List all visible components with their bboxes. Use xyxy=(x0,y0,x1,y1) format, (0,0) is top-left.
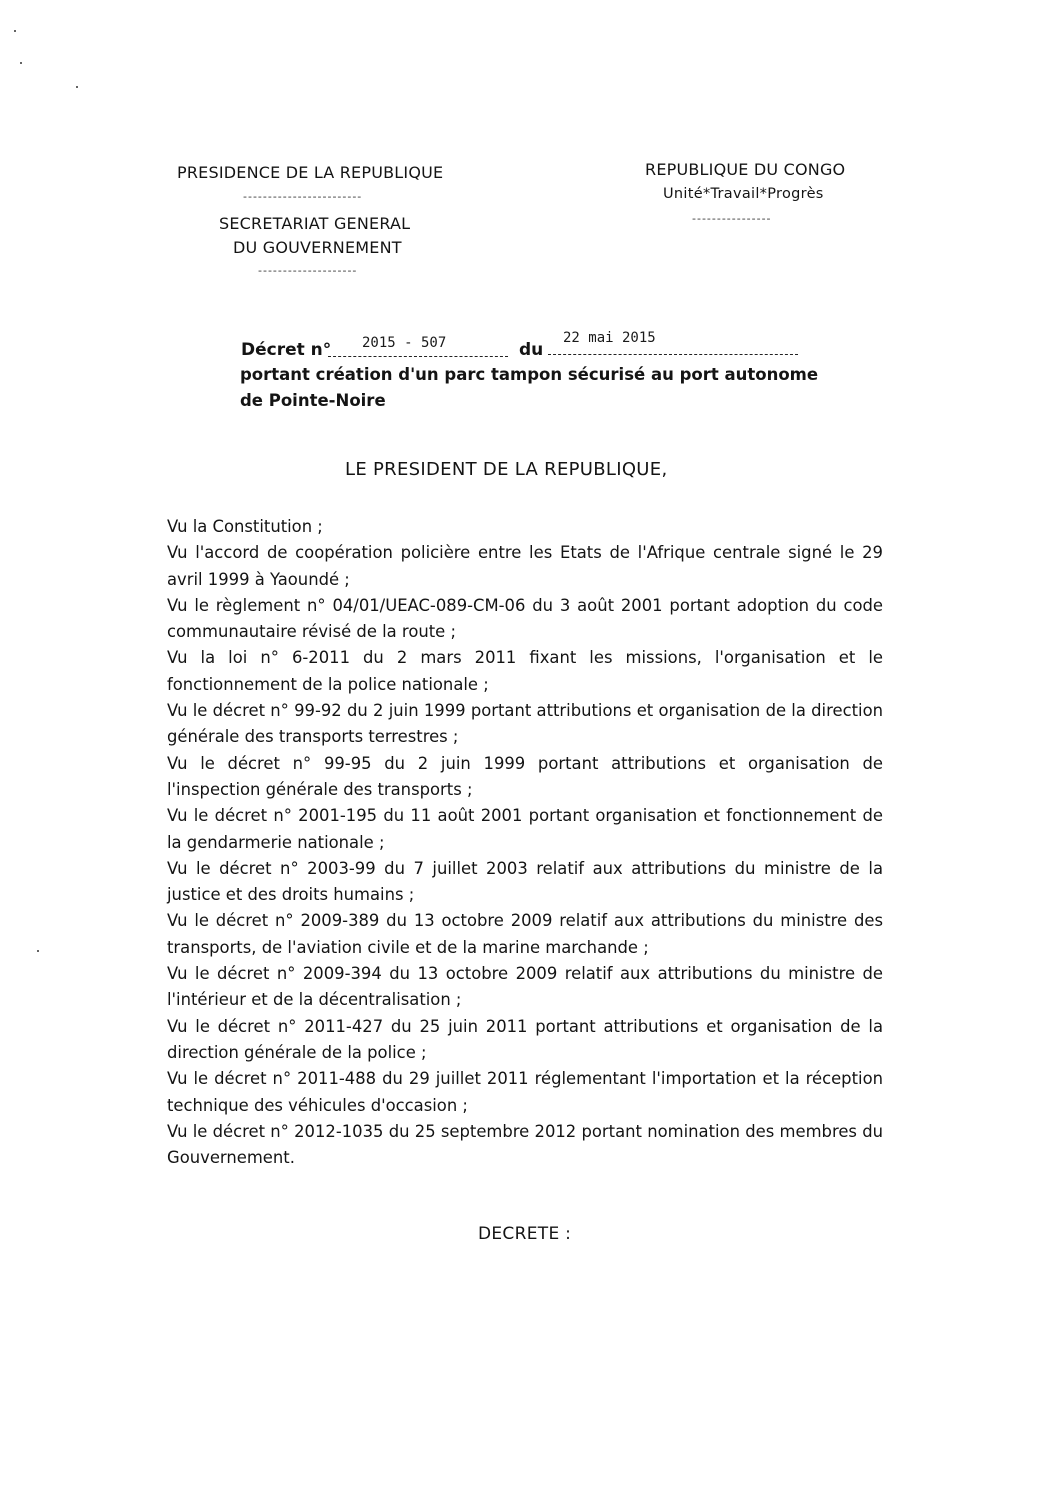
consideration-item: Vu le décret n° 99-92 du 2 juin 1999 portant attributions et organisation de la direction générale des transports terrestres ; xyxy=(167,701,883,747)
consideration-item: Vu le décret n° 2003-99 du 7 juillet 2003 relatif aux attributions du ministre de la justice et des droits humains ; xyxy=(167,858,883,905)
consideration-item: Vu le décret n° 2009-389 du 13 octobre 2009 relatif aux attributions du ministre des transports, de l'aviation civile et de la marine marchande ; xyxy=(167,911,883,957)
header-motto: Unité*Travail*Progrès xyxy=(663,186,824,202)
header-separator: -------------------- xyxy=(258,264,358,277)
decree-du-label: du xyxy=(519,340,544,360)
decrete-heading: DECRETE : xyxy=(478,1224,572,1244)
decree-subtitle-line1: portant création d'un parc tampon sécurisé au port autonome xyxy=(240,365,819,384)
decree-subtitle-line2: de Pointe-Noire xyxy=(240,391,386,410)
consideration-item: Vu la Constitution ; xyxy=(167,517,323,536)
consideration-item: Vu le décret n° 2009-394 du 13 octobre 2009 relatif aux attributions du ministre de l'intérieur et de la décentralisation ; xyxy=(167,964,883,1010)
decree-number: 2015 - 507 xyxy=(362,335,447,351)
consideration-item: Vu le décret n° 99-95 du 2 juin 1999 portant attributions et organisation de l'inspection générale des transports ; xyxy=(167,753,883,799)
header-secretariat: SECRETARIAT GENERAL xyxy=(219,214,411,233)
scan-speck xyxy=(20,62,22,64)
decree-date-underline xyxy=(548,354,798,355)
header-republique: REPUBLIQUE DU CONGO xyxy=(645,160,846,179)
header-separator: ------------------------ xyxy=(243,190,363,203)
scan-speck xyxy=(76,86,78,88)
considerations-block xyxy=(167,514,883,1171)
consideration-item: Vu le décret n° 2001-195 du 11 août 2001 portant organisation et fonctionnement de la gendarmerie nationale ; xyxy=(167,806,883,852)
decree-label: Décret n° xyxy=(241,340,332,360)
president-heading: LE PRESIDENT DE LA REPUBLIQUE, xyxy=(345,459,668,480)
decree-number-underline xyxy=(328,356,508,357)
consideration-item: Vu le décret n° 2012-1035 du 25 septembre 2012 portant nomination des membres du Gouvernement. xyxy=(167,1121,883,1168)
consideration-item: Vu la loi n° 6-2011 du 2 mars 2011 fixant les missions, l'organisation et le fonctionnement de la police nationale ; xyxy=(167,648,883,694)
header-presidence: PRESIDENCE DE LA REPUBLIQUE xyxy=(177,163,444,182)
consideration-item: Vu l'accord de coopération policière entre les Etats de l'Afrique centrale signé le 29 avril 1999 à Yaoundé ; xyxy=(167,543,883,589)
consideration-item: Vu le règlement n° 04/01/UEAC-089-CM-06 du 3 août 2001 portant adoption du code communautaire révisé de la route ; xyxy=(167,595,883,642)
scan-speck xyxy=(37,950,39,952)
scan-speck xyxy=(14,30,16,32)
consideration-item: Vu le décret n° 2011-427 du 25 juin 2011 portant attributions et organisation de la direction générale de la police ; xyxy=(167,1016,883,1062)
decree-date: 22 mai 2015 xyxy=(563,330,656,346)
header-separator: ---------------- xyxy=(692,212,772,225)
consideration-item: Vu le décret n° 2011-488 du 29 juillet 2011 réglementant l'importation et la réception technique des véhicules d'occasion ; xyxy=(167,1069,883,1115)
header-gouvernement: DU GOUVERNEMENT xyxy=(233,238,402,257)
